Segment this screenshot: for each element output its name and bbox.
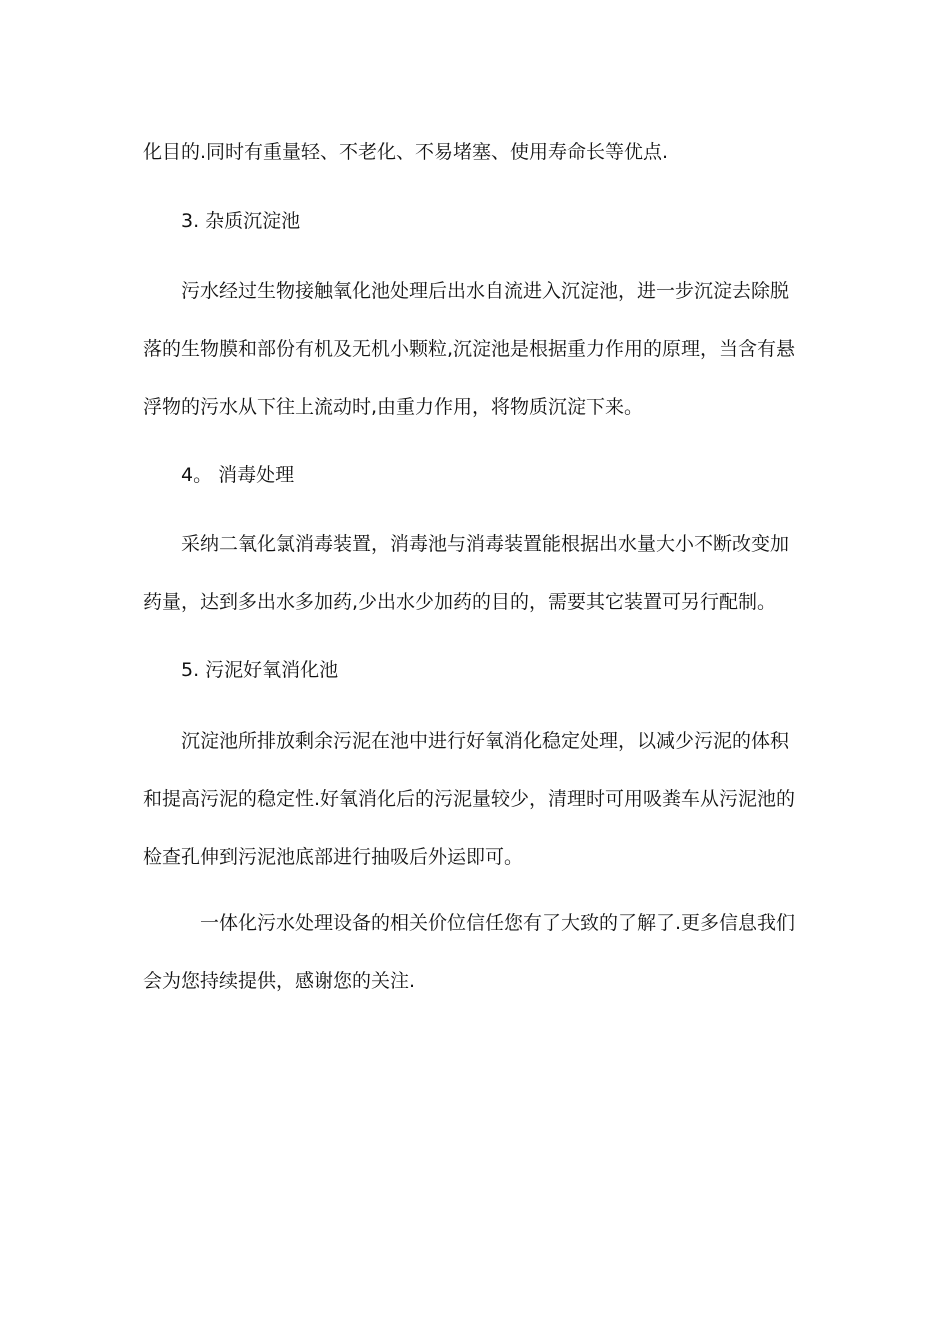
paragraph-line: 药量，达到多出水多加药,少出水少加药的目的，需要其它装置可另行配制。 (143, 591, 777, 613)
section-heading: 4。 消毒处理 (181, 464, 295, 486)
paragraph-line: 落的生物膜和部份有机及无机小颗粒,沉淀池是根据重力作用的原理，当含有悬 (143, 338, 796, 360)
section-heading: 3. 杂质沉淀池 (181, 210, 301, 232)
paragraph-line: 沉淀池所排放剩余污泥在池中进行好氧消化稳定处理，以减少污泥的体积 (181, 730, 790, 752)
paragraph-line: 一体化污水处理设备的相关价位信任您有了大致的了解了.更多信息我们 (200, 912, 796, 934)
paragraph-line: 污水经过生物接触氧化池处理后出水自流进入沉淀池，进一步沉淀去除脱 (181, 280, 790, 302)
paragraph-line: 化目的.同时有重量轻、不老化、不易堵塞、使用寿命长等优点. (143, 141, 669, 163)
paragraph-line: 采纳二氧化氯消毒装置，消毒池与消毒装置能根据出水量大小不断改变加 (181, 533, 790, 555)
paragraph-line: 检查孔伸到污泥池底部进行抽吸后外运即可。 (143, 846, 524, 868)
paragraph-line: 和提高污泥的稳定性.好氧消化后的污泥量较少，清理时可用吸粪车从污泥池的 (143, 788, 796, 810)
paragraph-line: 会为您持续提供，感谢您的关注. (143, 970, 416, 992)
section-heading: 5. 污泥好氧消化池 (181, 659, 339, 681)
paragraph-line: 浮物的污水从下往上流动时,由重力作用，将物质沉淀下来。 (143, 396, 644, 418)
